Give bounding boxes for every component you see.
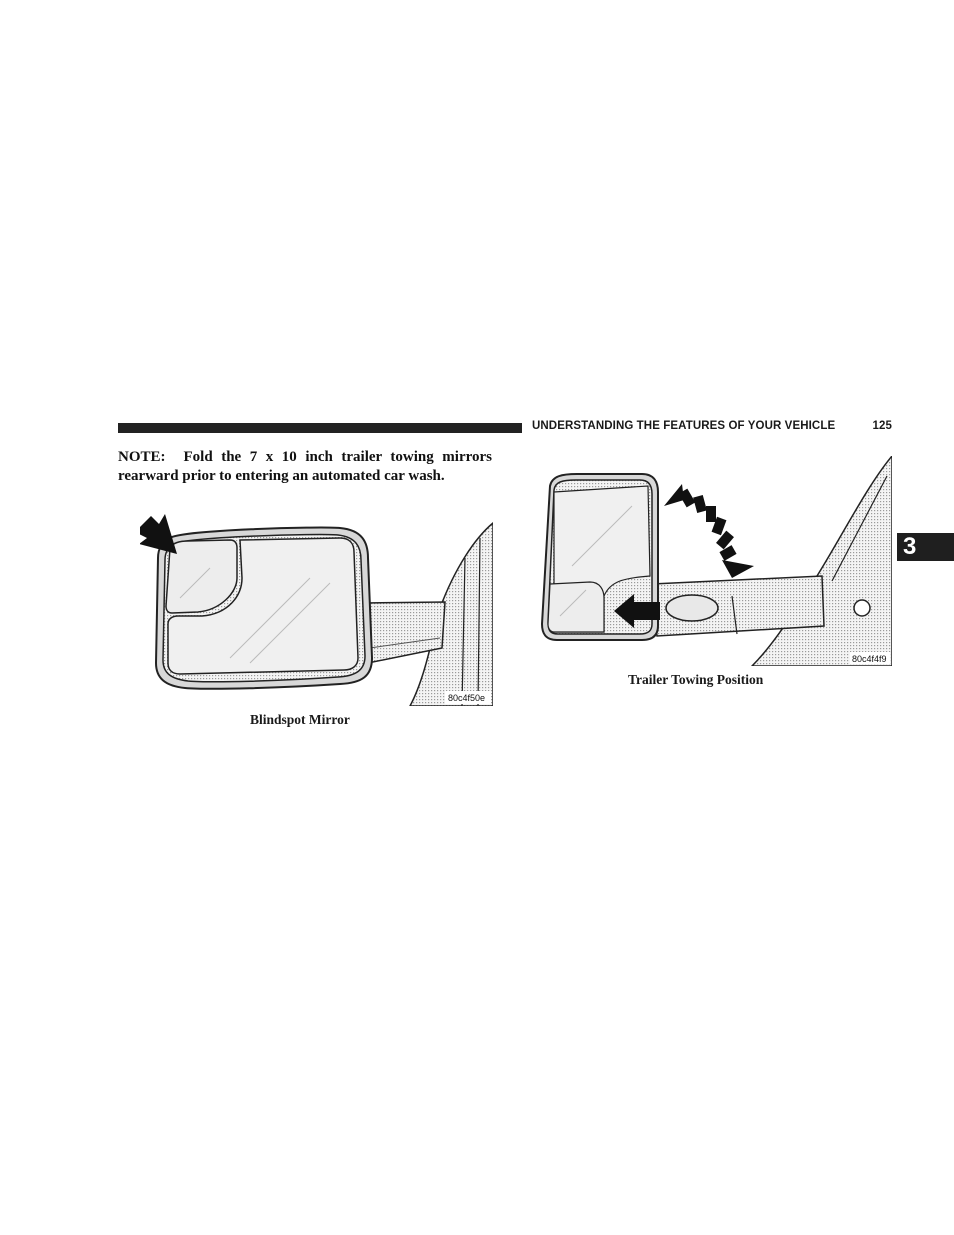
note-text: Fold the 7 x 10 inch trailer towing mirrors rearward prior to entering an automated car wash. (118, 449, 492, 484)
chapter-tab: 3 (897, 533, 954, 561)
right-figure-caption: Trailer Towing Position (628, 672, 764, 687)
blindspot-mirror-illustration (140, 498, 493, 706)
left-figure-caption: Blindspot Mirror (250, 712, 350, 727)
note-paragraph (118, 448, 492, 486)
trailer-towing-mirror-illustration (532, 456, 892, 666)
right-figure-code: 80c4f4f9 (852, 654, 887, 664)
header-title: UNDERSTANDING THE FEATURES OF YOUR VEHICLE (532, 420, 836, 432)
note-label: NOTE: (118, 449, 166, 465)
running-header (532, 420, 892, 432)
left-figure-code: 80c4f50e (448, 693, 486, 703)
page-number: 125 (872, 420, 892, 432)
header-rule (118, 423, 522, 433)
